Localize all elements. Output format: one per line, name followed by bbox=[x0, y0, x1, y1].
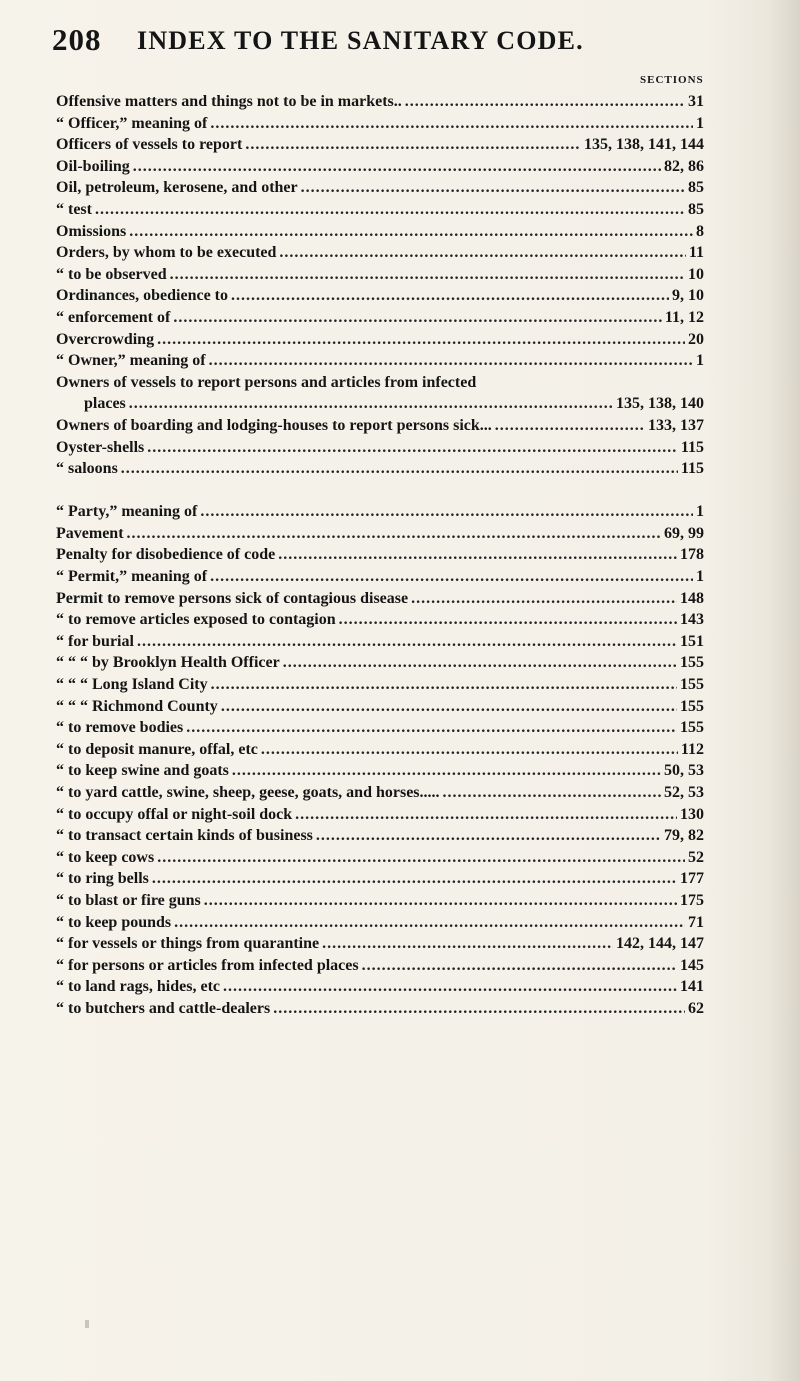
entry-omissions: Omissions . . . 8 bbox=[56, 221, 704, 243]
entry-permit-richmond: “ “ “ Richmond County . . . 155 bbox=[56, 696, 704, 718]
entry-permit-burial: “ for burial . . . 151 bbox=[56, 631, 704, 653]
entry-permit-rags-hides: “ to land rags, hides, etc . . . 141 bbox=[56, 976, 704, 998]
entry-officers-vessels: Officers of vessels to report . . . 135, 138, 141, 144 bbox=[56, 134, 704, 156]
entry-oyster-saloons: “ saloons . . . 115 bbox=[56, 458, 704, 480]
entry-permit-infected-places: “ for persons or articles from infected places . . . 145 bbox=[56, 955, 704, 977]
entry-permit-yard-cattle: “ to yard cattle, swine, sheep, geese, goats, and horses..... . . . 52, 53 bbox=[56, 782, 704, 804]
entry-orders-observed: “ to be observed . . . 10 bbox=[56, 264, 704, 286]
entry-permit-long-island: “ “ “ Long Island City . . . 155 bbox=[56, 674, 704, 696]
entry-penalty: Penalty for disobedience of code . . . 178 bbox=[56, 544, 704, 566]
entry-oyster-shells: Oyster-shells . . . 115 bbox=[56, 437, 704, 459]
entry-ordinances-enforcement: “ enforcement of . . . 11, 12 bbox=[56, 307, 704, 329]
entry-orders-executed: Orders, by whom to be executed . . . 11 bbox=[56, 242, 704, 264]
entry-permit-remove-articles: “ to remove articles exposed to contagion . . . 143 bbox=[56, 609, 704, 631]
entry-permit-swine-goats: “ to keep swine and goats . . . 50, 53 bbox=[56, 760, 704, 782]
running-head-title: INDEX TO THE SANITARY CODE. bbox=[137, 26, 584, 55]
entry-offensive-matters: Offensive matters and things not to be in markets.. . . . 31 bbox=[56, 91, 704, 113]
entry-owners-vessels-line2: places . . . 135, 138, 140 bbox=[56, 393, 704, 415]
entry-owners-boarding-houses: Owners of boarding and lodging-houses to report persons sick... . . . 133, 137 bbox=[56, 415, 704, 437]
entry-permit-offal-dock: “ to occupy offal or night-soil dock . . . 130 bbox=[56, 804, 704, 826]
page-number: 208 bbox=[52, 22, 102, 57]
entry-officer-meaning: “ Officer,” meaning of . . . 1 bbox=[56, 113, 704, 135]
entry-permit-bells: “ to ring bells . . . 177 bbox=[56, 868, 704, 890]
entry-oil-petroleum: Oil, petroleum, kerosene, and other . . . 85 bbox=[56, 177, 704, 199]
entry-party-meaning: “ Party,” meaning of . . . 1 bbox=[56, 501, 704, 523]
entry-permit-remove-sick: Permit to remove persons sick of contagious disease . . . 148 bbox=[56, 588, 704, 610]
page-header bbox=[52, 21, 798, 65]
page-speck bbox=[85, 1320, 89, 1328]
entry-permit-butchers: “ to butchers and cattle-dealers . . . 62 bbox=[56, 998, 704, 1020]
sections-column-label: SECTIONS bbox=[640, 74, 704, 86]
entry-permit-brooklyn: “ “ “ by Brooklyn Health Officer . . . 155 bbox=[56, 652, 704, 674]
entry-permit-deposit-manure: “ to deposit manure, offal, etc . . . 112 bbox=[56, 739, 704, 761]
entry-overcrowding: Overcrowding . . . 20 bbox=[56, 329, 704, 351]
entry-permit-cows: “ to keep cows . . . 52 bbox=[56, 847, 704, 869]
index-entry-list bbox=[56, 91, 704, 1020]
entry-permit-quarantine: “ for vessels or things from quarantine . . . 142, 144, 147 bbox=[56, 933, 704, 955]
entry-permit-guns: “ to blast or fire guns . . . 175 bbox=[56, 890, 704, 912]
entry-pavement: Pavement . . . 69, 99 bbox=[56, 523, 704, 545]
entry-oil-boiling: Oil-boiling . . . 82, 86 bbox=[56, 156, 704, 178]
entry-permit-pounds: “ to keep pounds . . . 71 bbox=[56, 912, 704, 934]
entry-permit-meaning: “ Permit,” meaning of . . . 1 bbox=[56, 566, 704, 588]
entry-owners-vessels-line1: Owners of vessels to report persons and articles from infected bbox=[56, 373, 477, 391]
entry-oil-test: “ test . . . 85 bbox=[56, 199, 704, 221]
entry-permit-remove-bodies: “ to remove bodies . . . 155 bbox=[56, 717, 704, 739]
entry-permit-business: “ to transact certain kinds of business . . . 79, 82 bbox=[56, 825, 704, 847]
entry-owner-meaning: “ Owner,” meaning of . . . 1 bbox=[56, 350, 704, 372]
entry-ordinances-obedience: Ordinances, obedience to . . . 9, 10 bbox=[56, 285, 704, 307]
